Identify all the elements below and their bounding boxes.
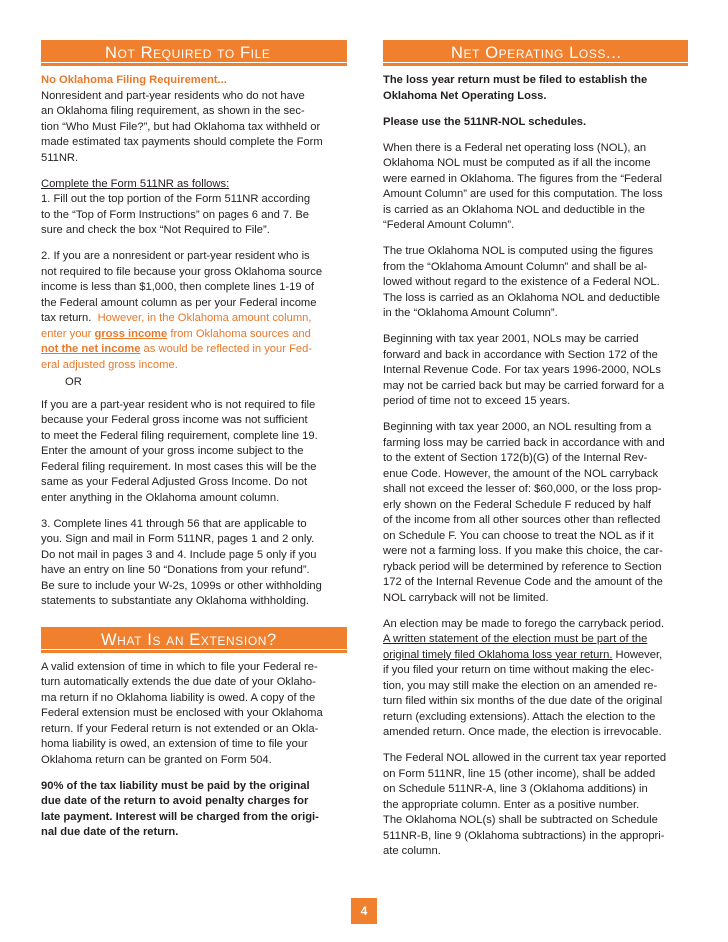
loss-year-paragraph (383, 73, 688, 104)
paragraph-heading: Complete the Form 511NR as follows: (41, 177, 230, 190)
text-line: Federal filing requirement. In most cases this will be the (41, 460, 317, 473)
text-line: is carried as an Oklahoma NOL and deductible in the (383, 203, 646, 216)
federal-nol-paragraph (383, 141, 688, 234)
text-line (41, 311, 347, 327)
text-line: Beginning with tax year 2001, NOLs may be carried (383, 333, 639, 345)
text-line: Oklahoma Net Operating Loss. (383, 89, 547, 102)
text-line: forward and back in accordance with Section 172 of the (383, 348, 658, 361)
text-run: as would be reflected in your Fed- (140, 343, 313, 355)
text-line: turn automatically extends the due date of your Oklaho- (41, 676, 316, 688)
emphasis-net-income: not the net income (41, 343, 141, 355)
text-line: homa liability is owed, an extension of time to file your (41, 738, 308, 750)
header-rule (41, 649, 347, 650)
text-line: enue Code. However, the amount of the NOL carryback (383, 467, 659, 480)
text-line: period of time not to exceed 15 years. (383, 395, 571, 407)
text-line: in the “Oklahoma Amount Column”. (383, 307, 558, 319)
text-line: late payment. Interest will be charged from the origi- (41, 810, 319, 823)
text-line: not required to file because your gross Oklahoma source (41, 265, 323, 278)
tax-year-2001-paragraph (383, 332, 688, 410)
text-line: have an entry on line 50 “Donations from your refund”. (41, 564, 310, 576)
farming-loss-paragraph (383, 420, 688, 606)
text-line: were not a farming loss. If you make this choice, the car- (383, 545, 663, 557)
text-line: from the “Oklahoma Amount Column” and shall be al- (383, 260, 648, 273)
text-line (383, 648, 688, 664)
complete-form-paragraph (41, 177, 347, 239)
or-label: OR (65, 376, 82, 388)
election-paragraph (383, 617, 688, 741)
text-line: farming loss may be carried back in accordance with and (383, 436, 665, 449)
text-line: Federal extension must be enclosed with your Oklahoma (41, 707, 323, 719)
text-line: on Schedule 511NR-A, line 3 (Oklahoma additions) in (383, 783, 648, 795)
section-title: What Is an Extension? (101, 630, 277, 649)
text-line: “Federal Amount Column”. (383, 219, 515, 231)
text-line: income is less than $1,000, then complete lines 1-19 of (41, 281, 315, 293)
left-column (41, 40, 347, 841)
text-line: return (excluding extensions). Attach the election to the (383, 710, 656, 723)
text-line: made estimated tax payments should complete the Form (41, 136, 323, 148)
text-line: Internal Revenue Code. For tax years 1996-2000, NOLs (383, 364, 661, 376)
text-line: statements to substantiate any Oklahoma withholding. (41, 595, 310, 607)
text-line: A valid extension of time in which to file your Federal re- (41, 660, 318, 673)
text-line: The loss year return must be filed to establish the (383, 74, 648, 86)
no-filing-requirement-paragraph (41, 73, 347, 166)
header-rule (383, 62, 688, 63)
text-line (41, 342, 347, 358)
text-line: because your Federal gross income was not sufficient (41, 414, 308, 426)
text-line: on Form 511NR, line 15 (other income), shall be added (383, 767, 656, 780)
text-line: tion, you may still make the election on an amended re- (383, 679, 658, 692)
text-line: The loss is carried as an Oklahoma NOL and deductible (383, 291, 660, 304)
text-line: Do not mail in pages 3 and 4. Include page 5 only if you (41, 548, 317, 561)
text-line: ryback period will be determined by reference to Section (383, 560, 662, 573)
text-run: However, (612, 648, 663, 661)
text-line: sure and check the box “Not Required to File”. (41, 224, 270, 236)
text-line: lowed without regard to the existence of a Federal NOL. (383, 276, 660, 288)
text-line: you. Sign and mail in Form 511NR, pages 1 and 2 only. (41, 533, 315, 545)
text-line: Be sure to include your W-2s, 1099s or other withholding (41, 579, 322, 592)
text-line: eral adjusted gross income. (41, 358, 178, 371)
text-line: tion “Who Must File?”, but had Oklahoma tax withheld or (41, 120, 321, 133)
text-line: if you filed your return on time without making the elec- (383, 664, 655, 676)
text-line: NOL carryback will not be limited. (383, 591, 549, 604)
text-line: 1. Fill out the top portion of the Form 511NR according (41, 193, 311, 205)
text-line: amended return. Once made, the election is irrevocable. (383, 726, 662, 738)
text-line: The Oklahoma NOL(s) shall be subtracted on Schedule (383, 814, 658, 826)
emphasis-gross-income: gross income (94, 327, 168, 340)
text-line: on Schedule F. You can choose to treat the NOL as if it (383, 529, 654, 542)
text-run: tax return. (41, 312, 92, 324)
text-line: due date of the return to avoid penalty charges for (41, 795, 309, 807)
text-line: same as your Federal Adjusted Gross Income. Do not (41, 476, 308, 488)
text-line: Amount Column” are used for this computation. The loss (383, 188, 663, 200)
text-line: Nonresident and part-year residents who do not have (41, 89, 305, 102)
text-line: an Oklahoma filing requirement, as shown in the sec- (41, 105, 305, 117)
section-header-not-required (41, 40, 347, 66)
section-header-net-operating-loss (383, 40, 688, 66)
text-run: However, in the Oklahoma amount column, (97, 312, 312, 324)
text-line: may not be carried back but may be carried forward for a (383, 379, 665, 392)
text-line: When there is a Federal net operating loss (NOL), an (383, 141, 647, 154)
right-column (383, 40, 688, 860)
section-title: Net Operating Loss... (451, 44, 622, 62)
schedules-note: Please use the 511NR-NOL schedules. (383, 115, 587, 128)
text-line: enter anything in the Oklahoma amount column. (41, 491, 280, 504)
text-line: return. If your Federal return is not extended or an Okla- (41, 722, 319, 735)
extension-paragraph (41, 660, 347, 769)
text-line: If you are a part-year resident who is not required to file (41, 398, 316, 411)
text-line: ma return if no Oklahoma liability is owed. A copy of the (41, 691, 316, 704)
text-line: ate column. (383, 845, 441, 857)
text-line: 3. Complete lines 41 through 56 that are applicable to (41, 517, 307, 530)
text-line: 511NR-B, line 9 (Oklahoma subtractions) in the appropri- (383, 829, 665, 842)
text-line: 172 of the Internal Revenue Code and the amount of the (383, 576, 663, 588)
text-line: Beginning with tax year 2000, an NOL resulting from a (383, 421, 652, 433)
text-line: The true Oklahoma NOL is computed using the figures (383, 245, 654, 257)
text-line: A written statement of the election must be part of the (383, 633, 648, 645)
text-line: 2. If you are a nonresident or part-year resident who is (41, 250, 310, 262)
text-line: the Federal amount column as per your Federal income (41, 296, 317, 309)
text-run: original timely filed Oklahoma loss year return. (383, 648, 613, 661)
text-line: the appropriate column. Enter as a positive number. (383, 798, 640, 811)
text-line: nal due date of the return. (41, 826, 179, 838)
step-two-paragraph (41, 249, 347, 373)
text-line: shall not exceed the lesser of: $60,000, or the loss prop- (383, 483, 662, 495)
true-oklahoma-nol-paragraph (383, 244, 688, 322)
step-three-paragraph (41, 517, 347, 610)
federal-nol-allowed-paragraph (383, 751, 688, 860)
text-line: 90% of the tax liability must be paid by the original (41, 779, 310, 792)
text-line: Oklahoma NOL must be computed as if all the income (383, 157, 651, 169)
text-line: Enter the amount of your gross income subject to the (41, 445, 304, 457)
text-line: to meet the Federal filing requirement, complete line 19. (41, 429, 318, 442)
part-year-paragraph (41, 398, 347, 507)
text-line (41, 327, 347, 343)
text-line: erly shown on the Federal Schedule F reduced by half (383, 498, 652, 511)
text-line: An election may be made to forego the carryback period. (383, 617, 665, 630)
section-title: Not Required to File (105, 44, 271, 62)
text-line: Oklahoma return can be granted on Form 504. (41, 753, 272, 766)
page-number: 4 (351, 898, 377, 924)
text-line: The Federal NOL allowed in the current tax year reported (383, 752, 667, 764)
text-line: turn filed within six months of the due date of the original (383, 695, 663, 707)
text-line: 511NR. (41, 151, 79, 164)
text-run: enter your (41, 327, 95, 340)
text-line: of the income from all other sources other than reflected (383, 514, 661, 526)
text-line: were earned in Oklahoma. The figures from the “Federal (383, 172, 662, 185)
section-header-extension (41, 627, 347, 653)
penalty-note-paragraph (41, 779, 347, 841)
header-rule (41, 62, 347, 63)
text-line: to the extent of Section 172(b)(G) of the Internal Rev- (383, 452, 648, 464)
text-run: from Oklahoma sources and (167, 327, 311, 340)
paragraph-heading: No Oklahoma Filing Requirement... (41, 74, 227, 86)
text-line: to the “Top of Form Instructions” on pages 6 and 7. Be (41, 208, 310, 221)
